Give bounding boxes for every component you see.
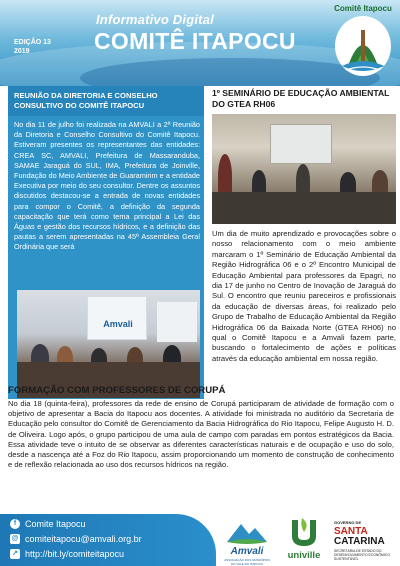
edition-year: 2019 (14, 48, 30, 55)
email-text: comiteitapocu@amvali.org.br (25, 534, 142, 544)
sc-catarina-label: CATARINA (334, 536, 385, 547)
seminar-floor (212, 192, 396, 224)
link-icon: ↗ (10, 549, 20, 559)
footer-facebook-link[interactable] (10, 519, 86, 529)
photo-banner-secondary (157, 302, 197, 342)
projection-screen (270, 124, 332, 164)
header-subtitle: Informativo Digital (96, 12, 214, 27)
comite-logo-icon (330, 4, 396, 80)
amvali-logo-subtext: ASSOCIAÇÃO DOS MUNICÍPIOS DO VALE DO ITAPOCU (224, 558, 270, 566)
facebook-text: Comite Itapocu (25, 519, 86, 529)
univille-logo (282, 516, 326, 562)
left-article-body: No dia 11 de julho foi realizada na AMVALI a 2ª Reunião da Diretoria e Conselho Consultivo do Comitê Itapocu. Estiveram presentes os representantes das entidades: CREA SC, AMVALI, Prefeitura de Massaranduba, SAMAE Jaraguá do SUL, IMA, Prefeitura de Joinville, Fundação do Meio Ambiente de Guaramirim e a entidade Executiva por meio do seu consultor. Dentre os assuntos discutidos destacou-se a entrada de novas entidades para compor o Comitê, a definição da segunda capacitação que terá como tema principal a Lei das Águas e gestão dos recursos hídricos, e a definição das pautas a serem apresentadas na 45ª Assembleia Geral Ordinária que será (14, 120, 200, 252)
univille-logo-text: univille (287, 550, 321, 561)
bottom-article-body: No dia 18 (quinta-feira), professores da rede de ensino de Corupá participaram de atividade de formação com o objetivo de apresentar a Bacia do Itapocu aos docentes. A atividade foi ministrada no auditório da Secretaria de Educação pelo consultor do Comitê de Gerenciamento da Bacia Hidrográfica do Rio Itapocu, Felipe Augusto H. D. de Oliveira. Logo após, o grupo participou de uma aula de campo com paradas em pontos estratégicos da Bacia. Essa atividade teve o intuito de se observar as diferentes características naturais e de ocupação e uso do solo, desde a nascença até a Foz do Rio Itapocu, assim proporcionando um momento de construção de conhecimento e de reflexão relacionada ao uso dos recursos hídricos na região. (8, 399, 394, 470)
bottom-article-title: FORMAÇÃO COM PROFESSORES DE CORUPÁ (8, 385, 226, 396)
seminar-photo (212, 114, 396, 224)
website-text: http://bit.ly/comiteitapocu (25, 549, 125, 559)
santa-catarina-logo (334, 516, 396, 562)
footer-website-link[interactable] (10, 549, 124, 559)
edition-badge (14, 38, 54, 56)
sc-santa-label: SANTA (334, 526, 368, 537)
meeting-photo (17, 290, 200, 398)
header-banner (0, 0, 400, 86)
right-article-body: Um dia de muito aprendizado e provocações sobre o nosso relacionamento com o meio ambiente marcaram o 1º Seminário de Educação Ambiental da Região Hidrográfica 06 e o 2º Encontro Municipal de Educação Ambiental para professores da Epagri, no dia 17 de junho no Centro de Inovação de Jaraguá do Sul. O encontro que reuniu pareceiros e profissionais da educação de diversas áreas, foi realizado pelo Grupo de Trabalho de Educação Ambiental da Região Hidrográfica 06 da Baixada Norte (GTEA RH06) no qual o Comitê Itapocu e a Amvali fazem parte, buscando o fortalecimento de ações e políticas através da educação ambiental em nossa região. (212, 229, 396, 363)
amvali-banner (87, 296, 147, 340)
amvali-banner-text: Amvali (103, 319, 133, 329)
header-title: COMITÊ ITAPOCU (94, 28, 296, 54)
sc-gov-label: GOVERNO DE (334, 520, 362, 525)
amvali-logo-text: Amvali (230, 546, 264, 557)
left-article-title: REUNIÃO DA DIRETORIA E CONSELHO CONSULTIVO DO COMITÊ ITAPOCU (14, 91, 158, 110)
amvali-logo (223, 516, 271, 566)
email-icon: @ (11, 535, 19, 542)
sc-secretaria-label: SECRETARIA DE ESTADO DO DESENVOLVIMENTO ECONÔMICO SUSTENTÁVEL (334, 549, 390, 561)
edition-number: EDIÇÃO 13 (14, 39, 51, 46)
facebook-icon: f (10, 519, 20, 529)
footer-email-link[interactable] (10, 534, 142, 544)
right-article-title: 1º SEMINÁRIO DE EDUCAÇÃO AMBIENTAL DO GTEA RH06 (212, 88, 390, 109)
univille-u-icon (282, 516, 326, 550)
comite-itapocu-logo (330, 4, 396, 80)
amvali-mountain-icon (223, 516, 271, 546)
comite-logo-text: Comitê Itapocu (334, 4, 392, 13)
